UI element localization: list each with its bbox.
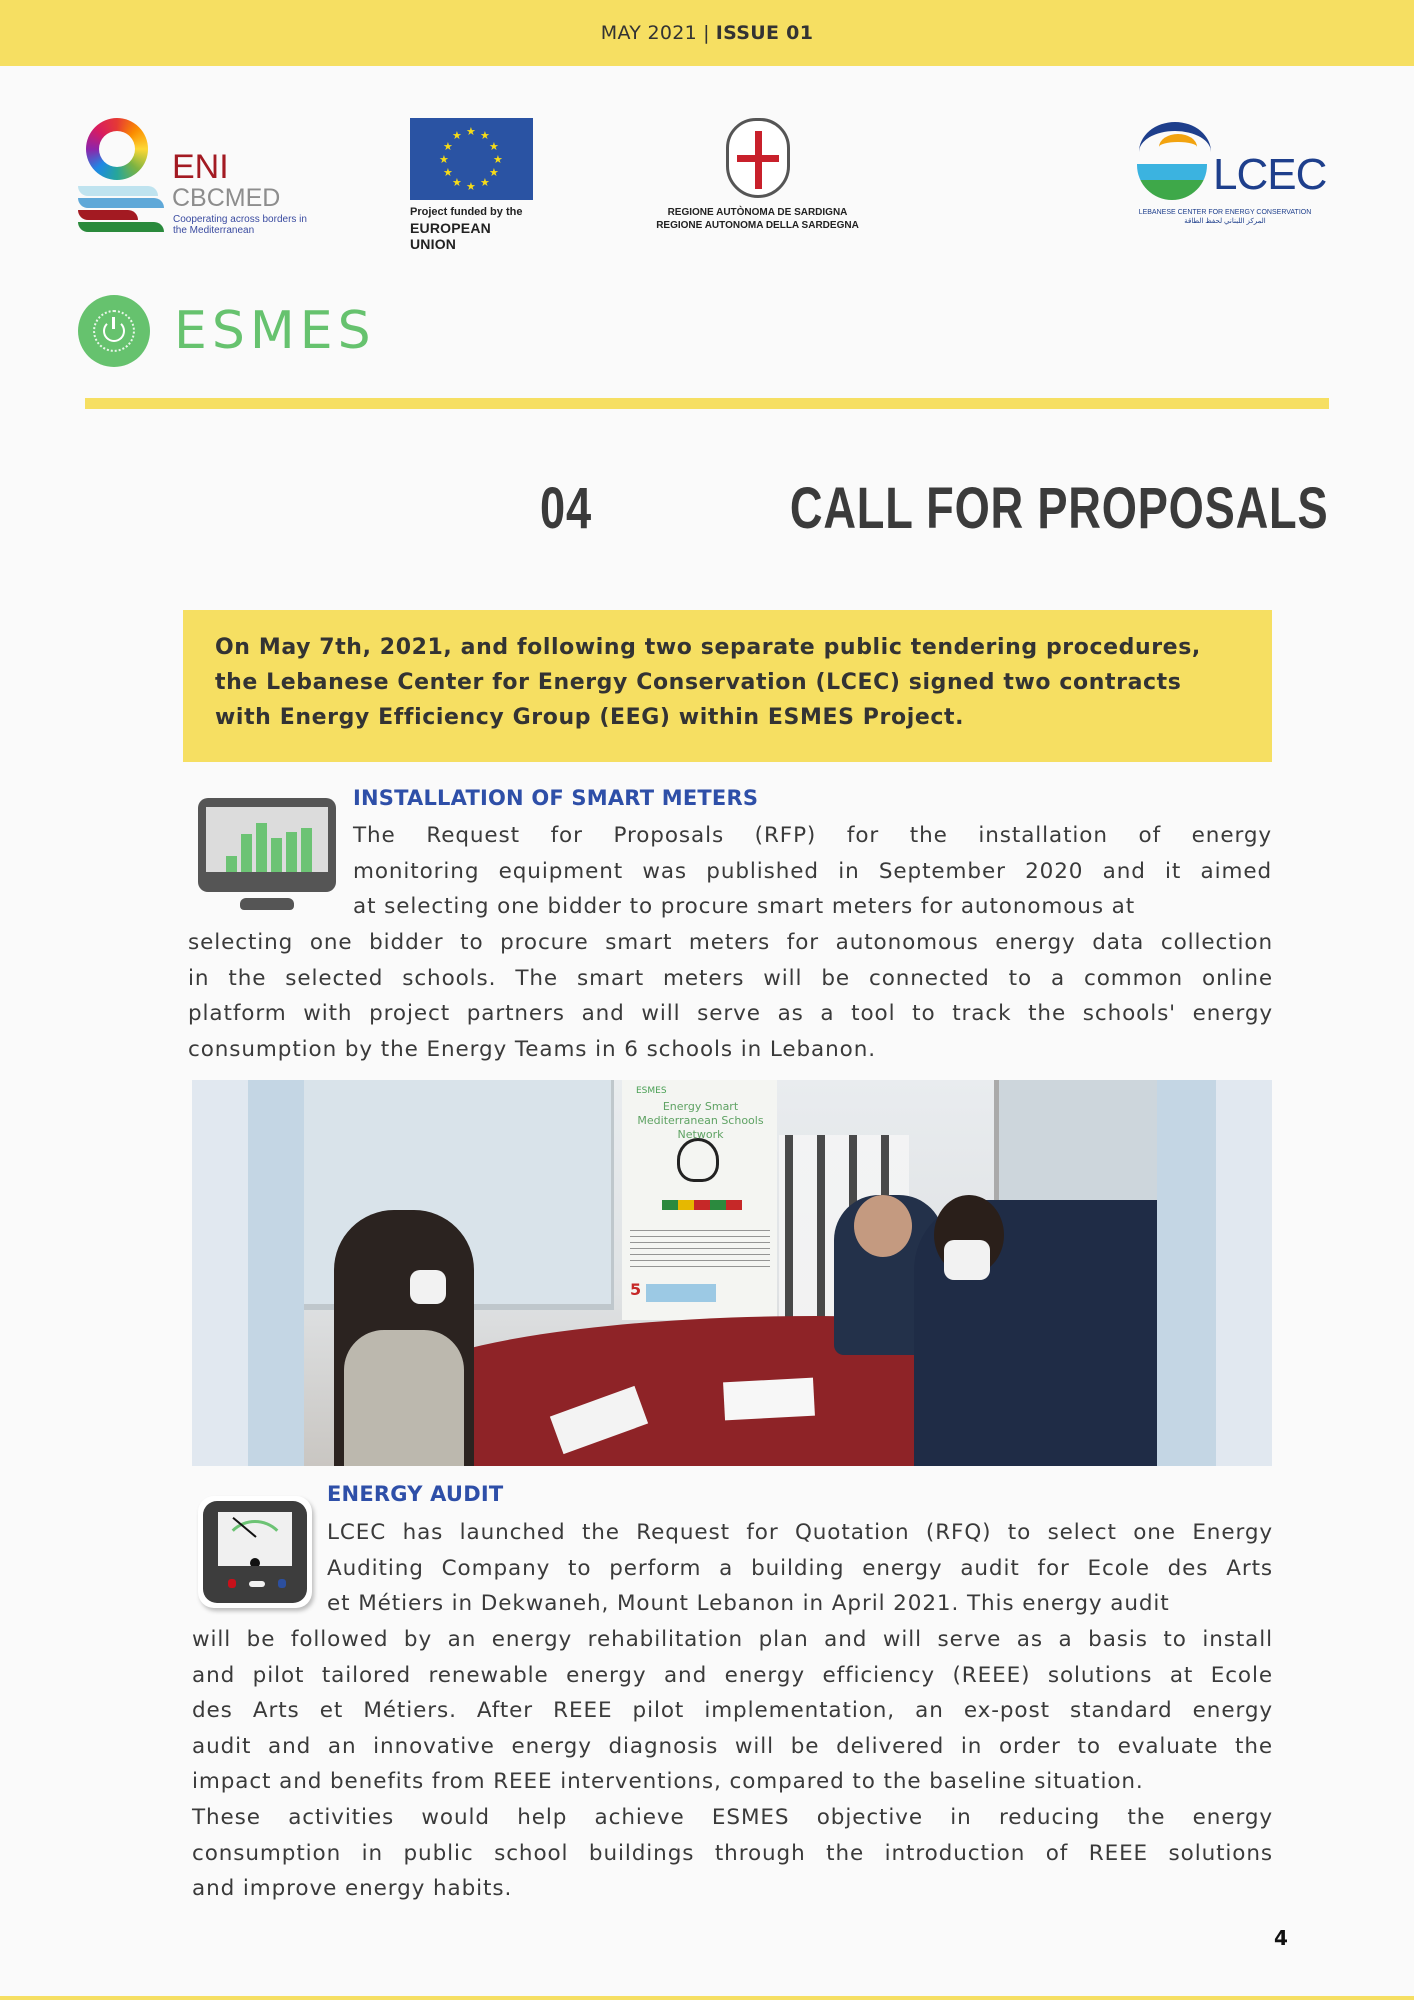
sun-people-icon [86, 118, 148, 180]
lcec-subtitle-ar: المركز اللبناني لحفظ الطاقة [1184, 218, 1266, 225]
yellow-divider [85, 398, 1329, 409]
section-title: CALL FOR PROPOSALS [789, 476, 1328, 541]
paragraph-line: LCEC has launched the Request for Quotation (RFQ) to select one Energy [327, 1520, 1273, 1545]
issue-separator: | [703, 22, 710, 44]
esmes-rollup-banner: ESMES Energy Smart Mediterranean Schools Network 5 [622, 1080, 777, 1320]
eni-tagline: Cooperating across borders in the Mediterranean [173, 214, 307, 236]
paragraph-line: These activities would help achieve ESMES objective in reducing the energy [192, 1804, 1273, 1830]
monitor-stand [240, 898, 294, 910]
contract-signing-photo [192, 1080, 1272, 1466]
smart-meters-heading: INSTALLATION OF SMART METERS [353, 786, 759, 810]
issue-date: MAY 2021 [600, 22, 698, 44]
paragraph-line: and pilot tailored renewable energy and energy efficiency (REEE) solutions at Ecole [192, 1662, 1273, 1688]
cbcmed-text: CBCMED [172, 184, 281, 212]
paragraph-line: in the selected schools. The smart meters will be connected to a common online [188, 965, 1273, 991]
energy-audit-paragraph-top [327, 1515, 1273, 1622]
power-button-icon [78, 295, 150, 367]
sardegna-logo [645, 118, 870, 242]
person-woman [334, 1210, 474, 1466]
sardegna-line-2: REGIONE AUTONOMA DELLA SARDEGNA [656, 220, 859, 231]
paragraph-line: audit and an innovative energy diagnosis will be delivered in order to evaluate the [192, 1733, 1273, 1759]
eu-flag-logo [410, 118, 533, 252]
intro-highlight-box: On May 7th, 2021, and following two separate public tendering procedures, the Lebanese Center for Energy Conservation (LCEC) signed two contracts with Energy Efficiency Group (EEG) within ESMES Project. [183, 610, 1272, 762]
bottom-yellow-line [0, 1996, 1414, 2000]
lcec-logo [1135, 118, 1327, 228]
window [994, 1080, 1157, 1210]
waves-icon [78, 186, 164, 236]
person-man-glasses [914, 1200, 1157, 1466]
issue-header-bar [0, 0, 1414, 66]
page-number: 4 [1274, 1926, 1288, 1950]
issue-number: ISSUE 01 [715, 22, 814, 44]
energy-audit-paragraph-bottom [192, 1622, 1273, 1907]
eu-name-text: EUROPEAN UNION [410, 220, 491, 252]
lightbulb-icon [677, 1138, 719, 1182]
paragraph-line: des Arts et Métiers. After REEE pilot implementation, an ex-post standard energy [192, 1698, 1273, 1724]
meter-gauge-icon [198, 1496, 312, 1608]
eu-funded-text: Project funded by the [410, 206, 523, 218]
paragraph-line: et Métiers in Dekwaneh, Mount Lebanon in April 2021. This energy audit [327, 1591, 1170, 1617]
flags-strip [662, 1200, 742, 1210]
esmes-text: ESMES [174, 301, 376, 361]
esmes-logo [78, 295, 376, 367]
monitor-bar-chart-icon [198, 798, 336, 914]
paragraph-line: monitoring equipment was published in September 2020 and it aimed [353, 858, 1272, 884]
lcec-sun-arc-icon [1159, 134, 1197, 160]
paragraph-line: impact and benefits from REEE interventions, compared to the baseline situation. [192, 1769, 1144, 1795]
paragraph-line: at selecting one bidder to procure smart meters for autonomous at [353, 894, 1136, 920]
paragraph-line: will be followed by an energy rehabilitation plan and will serve as a basis to install [192, 1627, 1273, 1652]
sardegna-line-1: REGIONE AUTÒNOMA DE SARDIGNA [667, 207, 848, 218]
paragraph-line: Auditing Company to perform a building energy audit for Ecole des Arts [327, 1555, 1273, 1581]
paragraph-line: consumption in public school buildings through the introduction of REEE solutions [192, 1840, 1273, 1866]
paragraph-line: platform with project partners and will serve as a tool to track the schools' energy [188, 1001, 1273, 1027]
section-number: 04 [540, 476, 592, 541]
lcec-text: LCEC [1213, 150, 1327, 199]
lcec-subtitle-en: LEBANESE CENTER FOR ENERGY CONSERVATION [1138, 209, 1312, 216]
paragraph-line: consumption by the Energy Teams in 6 schools in Lebanon. [188, 1036, 876, 1062]
eni-text: ENI [172, 148, 229, 186]
sardegna-crest-icon [726, 118, 790, 198]
smart-meters-paragraph-top [353, 818, 1272, 925]
paragraph-line: selecting one bidder to procure smart meters for autonomous energy data collection [188, 930, 1273, 955]
energy-audit-heading: ENERGY AUDIT [327, 1482, 504, 1506]
eni-cbcmed-logo [78, 118, 318, 242]
paragraph-line: and improve energy habits. [192, 1876, 513, 1902]
smart-meters-paragraph-bottom [188, 925, 1273, 1067]
lcec-wave-icon [1137, 164, 1207, 200]
eu-flag-icon: ★ ★ ★ ★ ★ ★ ★ ★ ★ ★ ★ ★ [410, 118, 533, 200]
paragraph-line: The Request for Proposals (RFP) for the installation of energy [353, 823, 1272, 848]
